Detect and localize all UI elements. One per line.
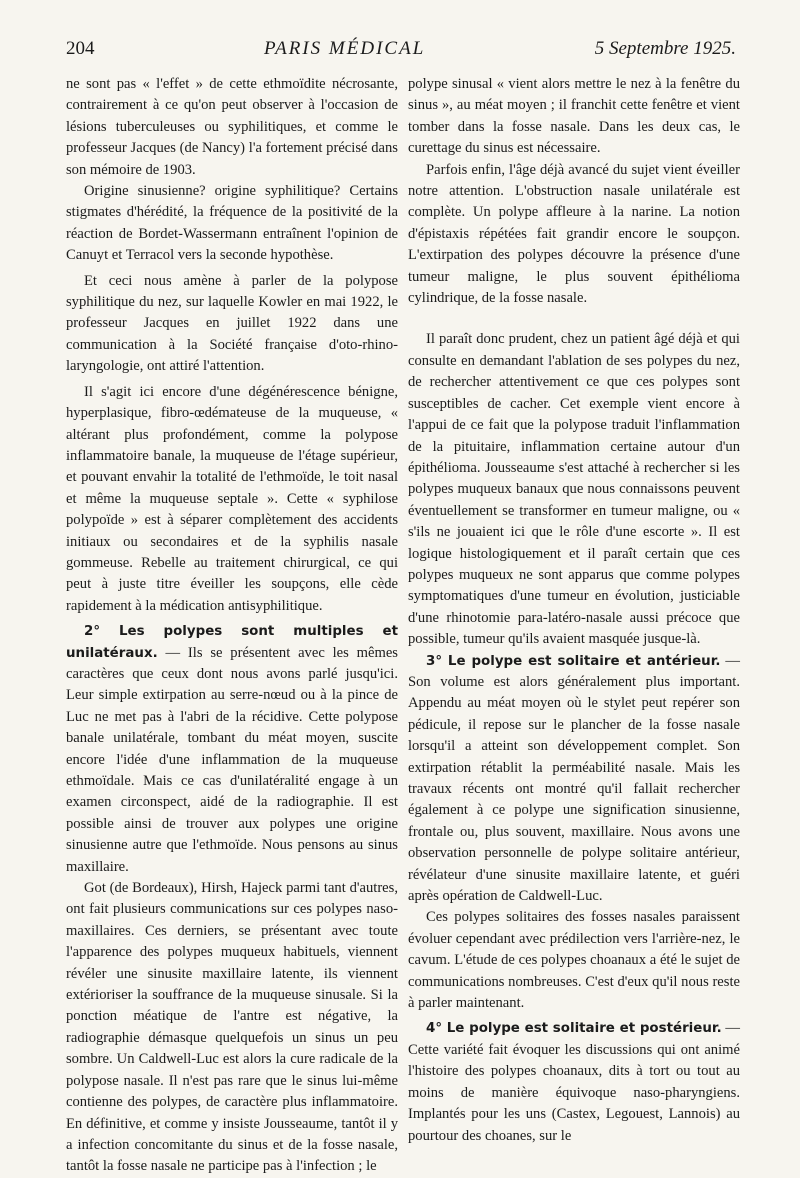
section-2-paragraph	[66, 621, 398, 878]
right-column	[408, 74, 740, 1147]
section-3-text: — Son volume est alors généralement plus important. Appendu au méat moyen où le stylet peut repérer son pédicule, il repose sur le plancher de la fosse nasale lorsqu'il a atteint son développement complet. Son extirpation rétablit la perméabilité nasale. Mais les travaux récents ont montré qu'il fallait rechercher également à ce polype une signification sinusienne, frontale ou, plus souvent, maxillaire. Nous avons une observation personnelle de polype solitaire antérieur, révélateur d'une sinusite maxillaire latente, et guéri après opération de Caldwell-Luc.	[408, 652, 740, 905]
paragraph: ne sont pas « l'effet » de cette ethmoïdite nécrosante, contrairement à ce qu'on peut observer à l'occasion de lésions tuberculeuses ou syphilitiques, et comme le professeur Jacques (de Nancy) l'a fortement précisé dans son mémoire de 1903.	[66, 76, 398, 178]
section-2-text: — Ils se présentent avec les mêmes caractères que ceux dont nous avons parlé jusqu'ici. Leur simple extirpation au serre-nœud ou à la pince de Luc ne met pas à l'abri de la récidive. Cette polypose banale unilatérale, tombant du méat moyen, suscite encore l'idée d'une inflammation de la muqueuse ethmoïdale. Mais ce cas d'unilatéralité engage à un examen circonspect, aidé de la radiographie. Il est possible ainsi de trouver aux polypes une origine sinusienne autre que l'ethmoïde. Nous pensons au sinus maxillaire.	[66, 644, 398, 875]
paragraph: Got (de Bordeaux), Hirsh, Hajeck parmi tant d'autres, ont fait plusieurs communications sur ces polypes naso-maxillaires. Ces derniers, se présentant avec toute l'apparence des polypes muqueux habituels, viennent révéler une sinusite maxillaire latente, ils viennent extérioriser la souffrance de la muqueuse sinusale. Si la ponction méatique de l'antre est négative, la radiographie démasque quelquefois un sinus un peu sombre. Un Caldwell-Luc est alors la cure radicale de la polypose nasale. Il n'est pas rare que le sinus lui-même contienne des polypes, de caractère plus inflammatoire. En définitive, et comme y insiste Jousseaume, tantôt il y a infection concomitante du sinus et de la fosse nasale, tantôt la fosse nasale ne participe pas à l'infection ; le	[66, 880, 398, 1175]
section-4-heading: 4° Le polype est solitaire et postérieur.	[426, 1021, 722, 1037]
section-2-heading: 2° Les polypes sont multiples et unilatéraux.	[66, 624, 398, 661]
paragraph: Ces polypes solitaires des fosses nasales paraissent évoluer cependant avec prédilection vers l'arrière-nez, le cavum. L'étude de ces polypes choanaux a été le sujet de communications nombreuses. C'est d'eux qu'il nous reste à parler maintenant.	[408, 909, 740, 1012]
page-number: 204	[66, 38, 95, 59]
left-column	[66, 74, 398, 1178]
paragraph: Et ceci nous amène à parler de la polypose syphilitique du nez, sur laquelle Kowler en mai 1922, le professeur Jacques en juillet 1922 dans une communication à la Société française d'oto-rhino-laryngologie, ont attiré l'attention.	[66, 272, 398, 375]
section-4-text: — Cette variété fait évoquer les discussions qui ont animé l'histoire des polypes choanaux, dits à tort ou tout au moins de manière équivoque naso-pharyngiens. Implantés pour les uns (Castex, Legouest, Lannois) au pourtour des choanes, sur le	[408, 1020, 740, 1144]
journal-title: PARIS MÉDICAL	[263, 38, 426, 59]
section-3-paragraph	[408, 651, 740, 908]
paragraph: Origine sinusienne? origine syphilitique? Certains stigmates d'hérédité, la fréquence de la positivité de la réaction de Bordet-Wassermann entraînent l'opinion de Canuyt et Terracol vers la seconde hypothèse.	[66, 183, 398, 264]
section-4-paragraph	[408, 1018, 740, 1146]
paragraph: polype sinusal « vient alors mettre le nez à la fenêtre du sinus », au méat moyen ; il franchit cette fenêtre et vient tomber dans la fosse nasale. Dans les deux cas, le curettage du sinus est nécessaire.	[408, 76, 740, 157]
issue-date: 5 Septembre 1925.	[594, 38, 736, 59]
paragraph: Il s'agit ici encore d'une dégénérescence bénigne, hyperplasique, fibro-œdémateuse de la muqueuse, « altérant plus profondément, comme la polypose inflammatoire banale, la muqueuse de l'étage supérieur, et pouvant envahir la totalité de l'ethmoïde, le toit nasal et même la muqueuse septale ». Cette « syphilose polypoïde » est à séparer complètement des accidents initiaux ou secondaires et de la syphilis nasale gommeuse. Rebelle au traitement chirurgical, ce qui peut à juste titre éveiller les soupçons, elle cède rapidement à la médication antisyphilitique.	[66, 383, 398, 614]
paragraph: Parfois enfin, l'âge déjà avancé du sujet vient éveiller notre attention. L'obstruction nasale unilatérale est complète. Un polype affleure à la narine. La notion d'épistaxis répétées fait grandir encore le soupçon. L'extirpation des polypes découvre la présence d'une tumeur maligne, le plus souvent épithélioma cylindrique, de la fosse nasale.	[408, 161, 740, 307]
section-3-heading: 3° Le polype est solitaire et antérieur.	[426, 653, 721, 669]
paragraph: Il paraît donc prudent, chez un patient âgé déjà et qui consulte en demandant l'ablation de ses polypes du nez, de rechercher attentivement ce que ces polypes sont susceptibles de cacher. Cet exemple vient encore à l'appui de ce fait que la polypose traduit l'inflammation de la pituitaire, inflammation certaine autour d'un épithélioma. Jousseaume s'est attaché à rechercher si les polypes muqueux banaux que nous connaissons peuvent éventuellement se transformer en tumeur maligne, ou « s'ils ne jouaient ici que le rôle d'une escorte ». Il est logique histologiquement et il paraît certain que ces polypes muqueux ne sont apparus que comme polypes symptomatiques d'une tumeur en évolution, justiciable d'une rhinotomie para-latéro-nasale aussi précoce que possible, tumeur qu'ils avaient masquée jusque-là.	[408, 331, 740, 648]
page-header	[66, 38, 736, 68]
